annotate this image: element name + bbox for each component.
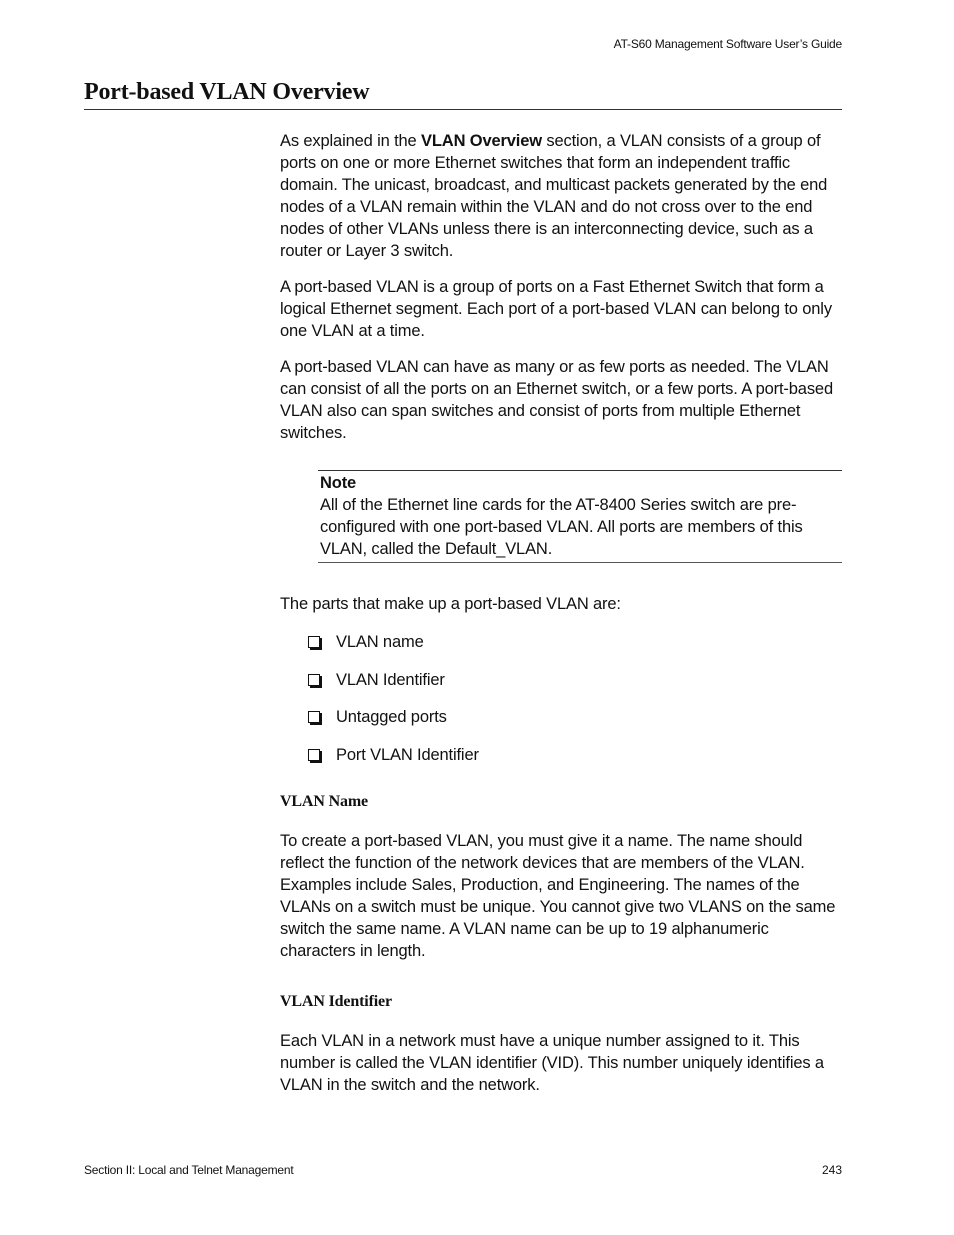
- note-box: [318, 470, 842, 563]
- parts-intro: The parts that make up a port-based VLAN are:: [280, 595, 621, 613]
- intro-paragraph: [280, 130, 842, 262]
- vlan-identifier-heading: VLAN Identifier: [280, 992, 392, 1010]
- running-header: AT-S60 Management Software User’s Guide: [613, 37, 842, 51]
- list-item-label: Port VLAN Identifier: [336, 745, 479, 764]
- page-number: 243: [821, 1163, 842, 1177]
- list-item-label: VLAN name: [336, 633, 424, 651]
- page-title: Port-based VLAN Overview: [84, 79, 370, 105]
- list-item: [308, 631, 842, 653]
- port-count-paragraph: A port-based VLAN can have as many or as few ports as needed. The VLAN can consist of all the ports on an Ethernet switch, or a few ports. A port-based VLAN also can span switches and consist of ports from multiple Ethernet switches.: [280, 358, 833, 442]
- port-based-definition-paragraph: A port-based VLAN is a group of ports on a Fast Ethernet Switch that form a logical Ethernet segment. Each port of a port-based VLAN can belong to only one VLAN at a time.: [280, 278, 832, 340]
- note-text: All of the Ethernet line cards for the AT-8400 Series switch are pre-configured with one port-based VLAN. All ports are members of this VLAN, called the Default_VLAN.: [320, 496, 803, 558]
- parts-list: [280, 631, 842, 766]
- intro-text-start: As explained in the: [280, 132, 422, 150]
- intro-text-rest: section, a VLAN consists of a group of ports on one or more Ethernet switches that form an independent traffic domain. The unicast, broadcast, and multicast packets generated by the end nodes of a VLAN remain within the VLAN and do not cross over to the end nodes of other VLANs unless there is an interconnecting device, such as a router or Layer 3 switch.: [280, 132, 828, 260]
- checkbox-bullet-icon: [308, 711, 320, 723]
- list-item-label: Untagged ports: [336, 708, 447, 726]
- list-item: [308, 669, 842, 691]
- list-item: [308, 744, 842, 766]
- title-rule: [84, 109, 842, 110]
- checkbox-bullet-icon: [308, 636, 320, 648]
- checkbox-bullet-icon: [308, 749, 320, 761]
- footer-section-label: Section II: Local and Telnet Management: [84, 1163, 294, 1177]
- vlan-overview-reference: VLAN Overview: [421, 132, 542, 150]
- body-content: [280, 130, 842, 1110]
- vlan-identifier-paragraph: Each VLAN in a network must have a unique number assigned to it. This number is called the VLAN identifier (VID). This number uniquely identifies a VLAN in the switch and the network.: [280, 1031, 824, 1094]
- vlan-name-heading: VLAN Name: [280, 792, 368, 810]
- vlan-name-paragraph: To create a port-based VLAN, you must give it a name. The name should reflect the function of the network devices that are members of the VLAN. Examples include Sales, Production, and Engineering. The names of the VLANs on a switch must be unique. You cannot give two VLANS on the same switch the same name. A VLAN name can be up to 19 alphanumeric characters in length.: [280, 831, 836, 960]
- note-title: Note: [320, 474, 357, 492]
- list-item-label: VLAN Identifier: [336, 670, 445, 689]
- list-item: [308, 706, 842, 728]
- checkbox-bullet-icon: [308, 674, 320, 686]
